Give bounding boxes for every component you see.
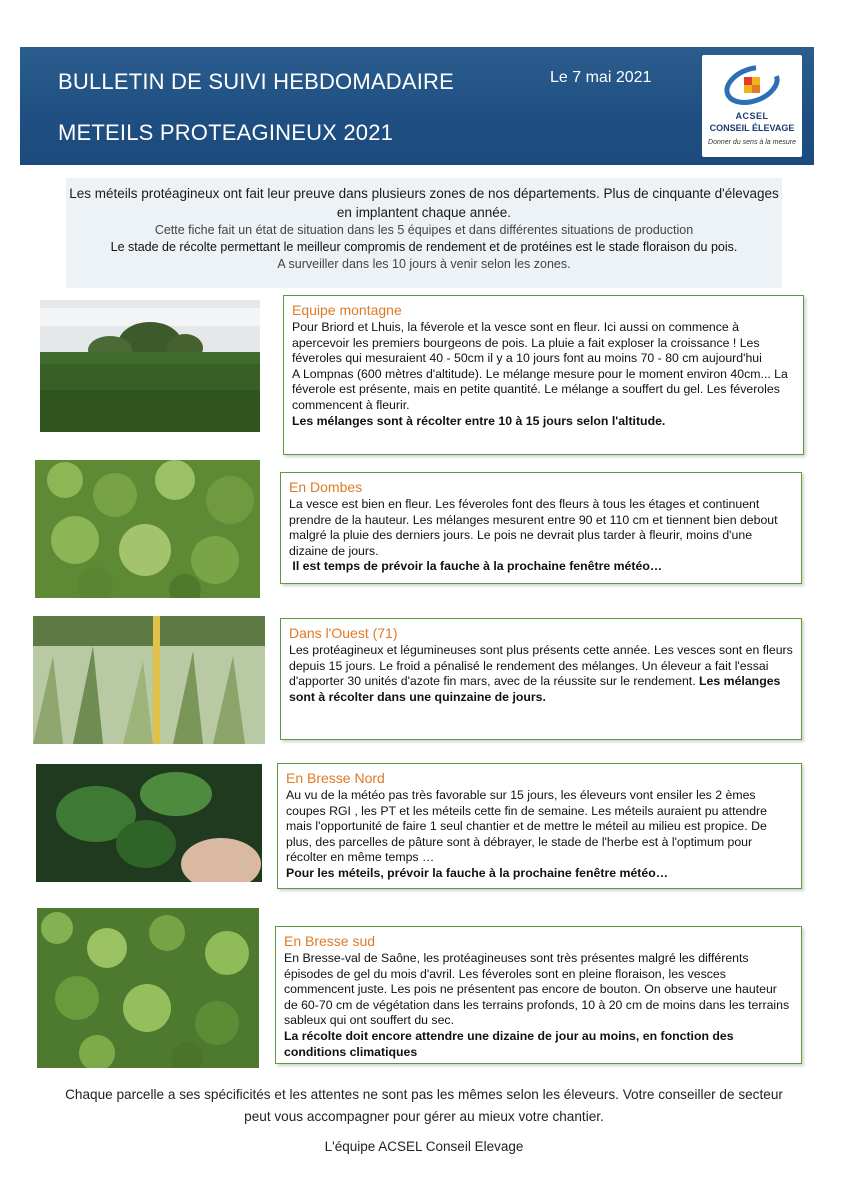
section-paragraph: En Bresse-val de Saône, les protéagineuses sont très présentes malgré les différents épisodes de gel du mois d'avril. Les féveroles sont en pleine floraison, les vesces commencent juste. Les pois ne présentent pas encore de bouton. On observe une hauteur de 60-70 cm de végétation dans les terrains profonds, 10 à 20 cm de moins dans les terrains sableux qui ont souffert du sec. — [284, 951, 790, 1028]
intro-line-4: A surveiller dans les 10 jours à venir selon les zones. — [277, 257, 571, 271]
section-paragraph: Pour Briord et Lhuis, la féverole et la vesce sont en fleur. Ici aussi on commence à apercevoir les premiers bourgeons de pois. La pluie a fait exploser la croissance ! Les féveroles qui mesuraient 40 - 50cm il y a 10 jours font au moins 70 - 80 cm aujourd'hui — [292, 320, 762, 366]
section-body — [289, 497, 793, 575]
intro-box — [66, 178, 782, 288]
section-equipe-montagne — [283, 295, 804, 455]
photo-bresse-nord-leaf — [36, 764, 262, 882]
intro-line-1: Les méteils protéagineux ont fait leur preuve dans plusieurs zones de nos départements. Plus de cinquante d'élevages en implantent chaque année. — [69, 186, 779, 220]
section-title: En Bresse Nord — [286, 770, 385, 786]
intro-line-3: Le stade de récolte permettant le meilleur compromis de rendement et de protéines est le stade floraison du pois. — [110, 240, 738, 254]
section-conclusion: Les mélanges sont à récolter entre 10 à 15 jours selon l'altitude. — [292, 413, 666, 428]
intro-line-2: Cette fiche fait un état de situation dans les 5 équipes et dans différentes situations de production — [154, 223, 694, 237]
section-body — [289, 643, 793, 705]
section-paragraph: A Lompnas (600 mètres d'altitude). Le mélange mesure pour le moment environ 40cm... La féverole est présente, mais en petite quantité. Le mélange a souffert du gel. Les féveroles commencent à fleurir. — [292, 366, 788, 412]
section-body — [284, 951, 793, 1060]
logo-tagline: Donner du sens à la mesure — [708, 139, 796, 146]
section-dans-l-ouest — [280, 618, 802, 740]
section-conclusion: Pour les méteils, prévoir la fauche à la prochaine fenêtre météo… — [286, 865, 669, 880]
footer-signature: L'équipe ACSEL Conseil Elevage — [324, 1139, 524, 1154]
section-title: Dans l'Ouest (71) — [289, 625, 398, 641]
acsel-logo — [702, 55, 802, 157]
bulletin-date: Le 7 mai 2021 — [550, 69, 652, 86]
section-title: En Bresse sud — [284, 933, 376, 949]
bulletin-title: BULLETIN DE SUIVI HEBDOMADAIRE — [58, 69, 454, 94]
section-body — [286, 788, 793, 882]
section-conclusion: Il est temps de prévoir la fauche à la prochaine fenêtre météo… — [292, 559, 663, 574]
section-conclusion: La récolte doit encore attendre une dizaine de jour au moins, en fonction des conditions climatiques — [284, 1028, 734, 1059]
logo-subname: CONSEIL ÉLEVAGE — [709, 123, 795, 133]
section-paragraph: La vesce est bien en fleur. Les féveroles font des fleurs à tous les étages et continuent prendre de la hauteur. Les mélanges mesurent entre 90 et 110 cm et tiennent bien debout malgré la pluie des derniers jours. Le pois ne devrait plus tarder à fleurir, moins d'une dizaine de jours. — [289, 497, 778, 558]
section-body — [292, 320, 795, 429]
photo-montagne-field — [40, 300, 260, 432]
section-en-bresse-nord — [277, 763, 802, 889]
header-banner — [20, 47, 814, 165]
section-title: En Dombes — [289, 479, 363, 495]
section-en-bresse-sud — [275, 926, 802, 1064]
logo-name: ACSEL — [735, 111, 769, 121]
section-paragraph: Au vu de la météo pas très favorable sur 15 jours, les éleveurs vont ensiler les 2 èmes coupes RGI , les PT et les méteils cette fin de semaine. Les méteils auraient pu attendre mais l'opportunité de faire 1 seul chantier et de mettre le méteil au milieu est propice. De plus, des parcelles de pâture sont à débrayer, le stade de l'herbe est à l'optimum pour récolter en même temps … — [286, 788, 767, 865]
bulletin-subtitle: METEILS PROTEAGINEUX 2021 — [58, 120, 394, 145]
photo-dombes-crop — [35, 460, 260, 598]
photo-bresse-sud-crop — [37, 908, 259, 1068]
section-title: Equipe montagne — [292, 302, 402, 318]
acsel-logo-icon — [702, 55, 802, 111]
footer-text: Chaque parcelle a ses spécificités et les attentes ne sont pas les mêmes selon les éleveurs. Votre conseiller de secteur peut vous accompagner pour gérer au mieux votre chantier. — [65, 1087, 783, 1124]
section-paragraph: Les protéagineux et légumineuses sont plus présents cette année. Les vesces sont en fleurs depuis 15 jours. Le froid a pénalisé le rendement des mélanges. Un éleveur a fait l'essai d'apporter 30 unités d'azote fin mars, avec de la réussite sur le rendement. — [289, 643, 793, 689]
section-conclusion: Les mélanges sont à récolter dans une quinzaine de jours. — [289, 674, 781, 704]
section-en-dombes — [280, 472, 802, 584]
photo-ouest-crop — [33, 616, 265, 744]
